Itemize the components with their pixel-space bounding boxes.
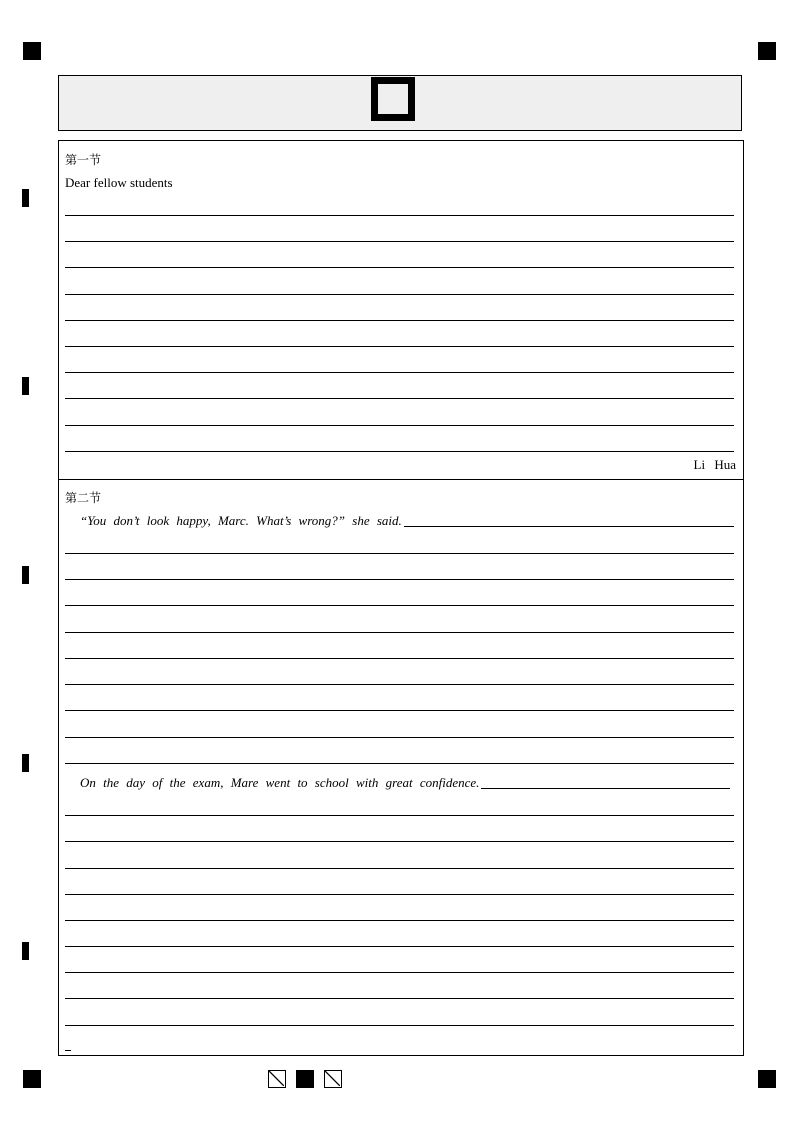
prompt-2-fill-line[interactable] (481, 788, 730, 789)
writing-line[interactable] (65, 815, 734, 816)
writing-line[interactable] (65, 998, 734, 999)
writing-line[interactable] (65, 841, 734, 842)
prompt-1-text: “You don’t look happy, Marc. What’s wrong?” she said. (80, 513, 402, 528)
side-mark-4 (22, 754, 29, 772)
writing-line[interactable] (65, 294, 734, 295)
writing-line[interactable] (65, 763, 734, 764)
writing-line[interactable] (65, 658, 734, 659)
slashed-box-icon (268, 1070, 286, 1088)
writing-line[interactable] (65, 894, 734, 895)
writing-line[interactable] (65, 920, 734, 921)
writing-line[interactable] (65, 320, 734, 321)
short-dash (65, 1050, 71, 1051)
section1-title: 第一节 (65, 153, 102, 167)
writing-line[interactable] (65, 632, 734, 633)
prompt-2-text: On the day of the exam, Mare went to school with great confidence. (80, 775, 480, 790)
side-mark-1 (22, 189, 29, 207)
writing-line[interactable] (65, 215, 734, 216)
writing-line[interactable] (65, 972, 734, 973)
side-mark-5 (22, 942, 29, 960)
writing-line[interactable] (65, 451, 734, 452)
prompt-1-fill-line[interactable] (404, 526, 734, 527)
writing-line[interactable] (65, 1025, 734, 1026)
side-mark-2 (22, 377, 29, 395)
writing-line[interactable] (65, 946, 734, 947)
writing-line[interactable] (65, 868, 734, 869)
corner-mark-top-right (758, 42, 776, 60)
writing-line[interactable] (65, 710, 734, 711)
writing-line[interactable] (65, 267, 734, 268)
continuation-prompt-1 (80, 513, 734, 528)
writing-line[interactable] (65, 372, 734, 373)
hollow-square-icon (371, 77, 415, 121)
corner-mark-bottom-left (23, 1070, 41, 1088)
writing-line[interactable] (65, 553, 734, 554)
writing-line[interactable] (65, 684, 734, 685)
writing-line[interactable] (65, 605, 734, 606)
section-divider (58, 479, 744, 480)
writing-line[interactable] (65, 241, 734, 242)
writing-line[interactable] (65, 346, 734, 347)
slashed-box-icon (324, 1070, 342, 1088)
letter-greeting: Dear fellow students (65, 175, 173, 190)
side-mark-3 (22, 566, 29, 584)
corner-mark-top-left (23, 42, 41, 60)
letter-signature: Li Hua (693, 457, 736, 472)
section2-title: 第二节 (65, 491, 102, 505)
writing-line[interactable] (65, 425, 734, 426)
corner-mark-bottom-right (758, 1070, 776, 1088)
writing-line[interactable] (65, 737, 734, 738)
filled-box-icon (296, 1070, 314, 1088)
continuation-prompt-2 (80, 775, 730, 790)
answer-box (58, 140, 744, 1056)
writing-line[interactable] (65, 579, 734, 580)
writing-line[interactable] (65, 398, 734, 399)
